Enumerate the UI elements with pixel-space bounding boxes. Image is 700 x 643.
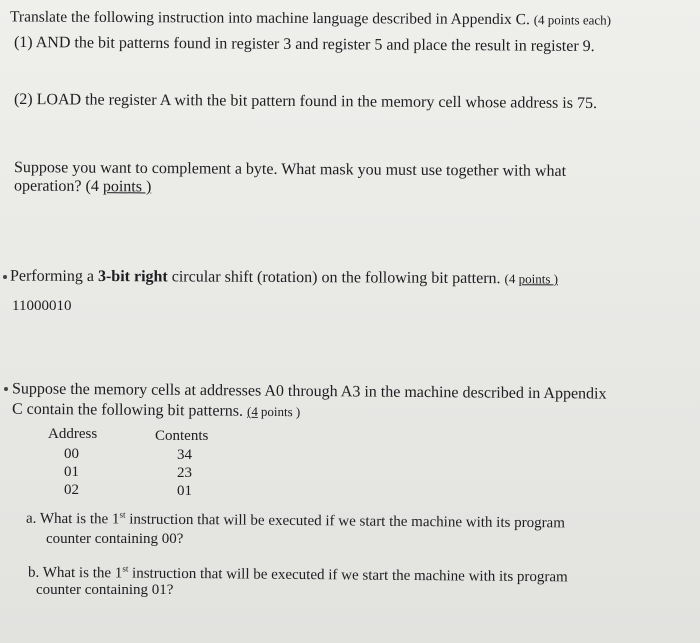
q4a-suffix: instruction that will be executed if we start the machine with its program [125, 511, 565, 532]
table-cell-address: 00 [64, 446, 79, 462]
q4a-line-1 [26, 510, 565, 533]
q2-line-2 [14, 178, 151, 197]
table-cell-address: 02 [64, 482, 79, 498]
q1-item-1: (1) AND the bit patterns found in register 3 and register 5 and place the result in register 9. [13, 33, 595, 56]
q4-points-link: (4 [247, 403, 258, 419]
q1-points: (4 points each) [533, 12, 612, 28]
table-cell-contents: 23 [177, 465, 192, 481]
q2-points-link: points ) [102, 178, 152, 196]
q4b-line-2: counter containing 01? [36, 582, 174, 598]
q4a-prefix: a. What is the 1 [25, 510, 120, 528]
table-cell-contents: 01 [177, 483, 192, 499]
q4b-sup: st [122, 563, 129, 574]
q1-item-2: (2) LOAD the register A with the bit pattern found in the memory cell whose address is 75. [13, 90, 598, 113]
q3-bit-pattern: 11000010 [12, 298, 72, 314]
q1-title-text: Translate the following instruction into machine language described in Appendix C. [9, 8, 530, 29]
q1-title [10, 8, 611, 29]
q3-points-link: points ) [518, 271, 559, 287]
q3-points-prefix: (4 [504, 271, 519, 287]
q4-line-2-text: C contain the following bit patterns. [11, 400, 244, 420]
q4b-prefix: b. What is the 1 [27, 564, 123, 582]
q4-line-1: Suppose the memory cells at addresses A0 through A3 in the machine described in Appendix [11, 380, 607, 403]
q3-prefix: Performing a [9, 267, 99, 286]
q4-bullet [4, 387, 8, 391]
q2-line-2-text: operation? (4 [13, 177, 103, 196]
q3-suffix: circular shift (rotation) on the following bit pattern. [167, 268, 501, 288]
table-cell-address: 01 [64, 464, 79, 480]
q4-line-2 [12, 401, 300, 422]
table-header-address: Address [48, 426, 98, 442]
q4-points-suffix: points ) [260, 403, 301, 420]
q4b-suffix: instruction that will be executed if we start the machine with its program [128, 565, 568, 586]
q3-line [10, 268, 558, 289]
table-cell-contents: 34 [177, 447, 192, 463]
q2-line-1: Suppose you want to complement a byte. What mask you must use together with what [13, 159, 567, 180]
q3-bold: 3-bit right [97, 268, 168, 286]
q3-bullet [3, 275, 7, 279]
q4a-sup: st [119, 509, 126, 520]
table-header-contents: Contents [155, 428, 209, 444]
q4a-line-2: counter containing 00? [46, 531, 184, 547]
